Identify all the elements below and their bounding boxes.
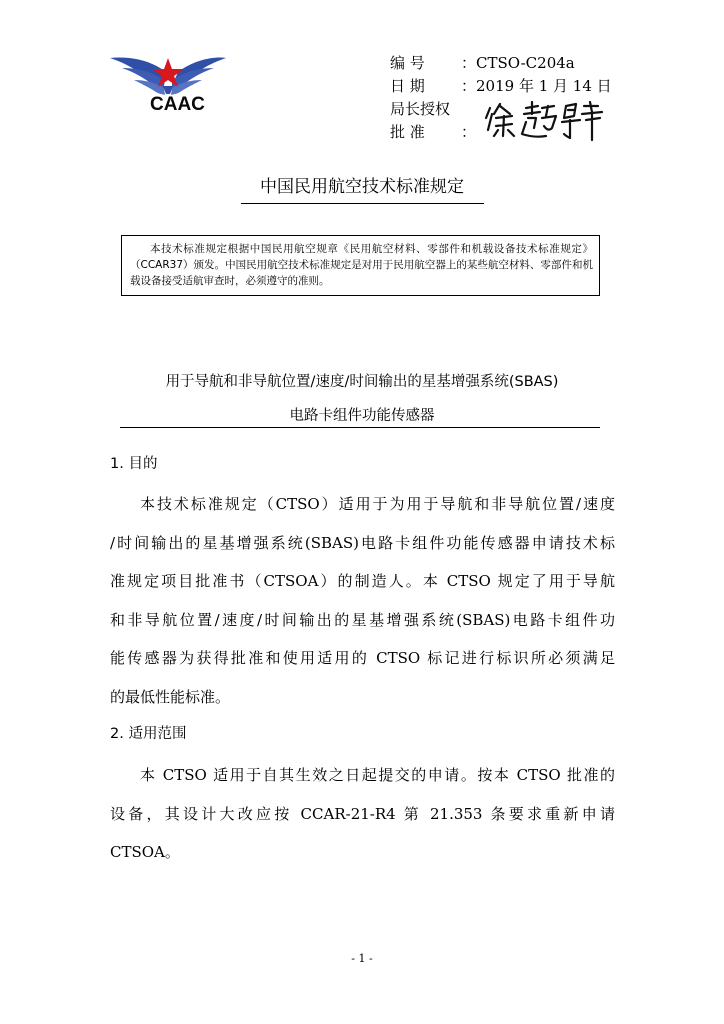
- title-underline: [241, 203, 484, 204]
- info-value-number: CTSO-C204a: [476, 54, 575, 72]
- info-row-number: [390, 52, 612, 75]
- notice-box: 本技术标准规定根据中国民用航空规章《民用航空材料、零部件和机载设备技术标准规定》（CCAR37）颁发。中国民用航空技术标准规定是对用于民用航空器上的某些航空材料、零部件和机载设备接受适航审查时，必须遵守的准则。: [121, 235, 600, 296]
- caac-logo-text: CAAC: [150, 94, 205, 115]
- info-label-date: 日 期 ：: [390, 75, 476, 98]
- paragraph-line: 和非导航位置/速度/时间输出的星基增强系统(SBAS)电路卡组件功: [110, 610, 615, 629]
- paragraph-line: 能传感器为获得批准和使用适用的 CTSO 标记进行标识所必须满足: [110, 649, 615, 667]
- standard-title-line-1: 用于导航和非导航位置/速度/时间输出的星基增强系统(SBAS): [165, 374, 559, 390]
- document-title: 中国民用航空技术标准规定: [260, 177, 464, 197]
- paragraph-line: /时间输出的星基增强系统(SBAS)电路卡组件功能传感器申请技术标: [110, 533, 615, 552]
- info-row-date: [390, 75, 612, 98]
- paragraph-line: 准规定项目批准书（CTSOA）的制造人。本 CTSO 规定了用于导航: [110, 572, 615, 590]
- info-label-approval: 批 准 ：: [390, 121, 476, 144]
- info-value-date: 2019 年 1 月 14 日: [476, 77, 612, 95]
- info-label-number-text: 编 号: [390, 54, 425, 72]
- page-number: - 1 -: [351, 952, 373, 965]
- signature-icon: [482, 100, 608, 142]
- section-body-purpose: [110, 485, 615, 716]
- info-label-approval-text: 批 准: [390, 123, 425, 141]
- paragraph-line: 本 CTSO 适用于自其生效之日起提交的申请。按本 CTSO 批准的: [140, 766, 615, 784]
- paragraph-line: 设备，其设计大改应按 CCAR-21-R4 第 21.353 条要求重新申请: [110, 804, 615, 823]
- info-label-authorization-text: 局长授权: [390, 100, 451, 118]
- info-label-date-text: 日 期: [390, 77, 425, 95]
- info-label-number: 编 号 ：: [390, 52, 476, 75]
- approval-signature: [482, 100, 608, 142]
- section-heading-scope: 2. 适用范围: [110, 726, 187, 742]
- paragraph-line: 的最低性能标准。: [110, 687, 231, 706]
- paragraph-line: CTSOA。: [110, 843, 180, 861]
- standard-title-underline: [120, 427, 600, 428]
- section-body-scope: [110, 756, 615, 872]
- paragraph-line: 本技术标准规定（CTSO）适用于为用于导航和非导航位置/速度: [140, 495, 615, 513]
- standard-title-line-2: 电路卡组件功能传感器: [289, 408, 435, 424]
- info-label-authorization: [390, 98, 476, 121]
- section-heading-purpose: 1. 目的: [110, 456, 158, 472]
